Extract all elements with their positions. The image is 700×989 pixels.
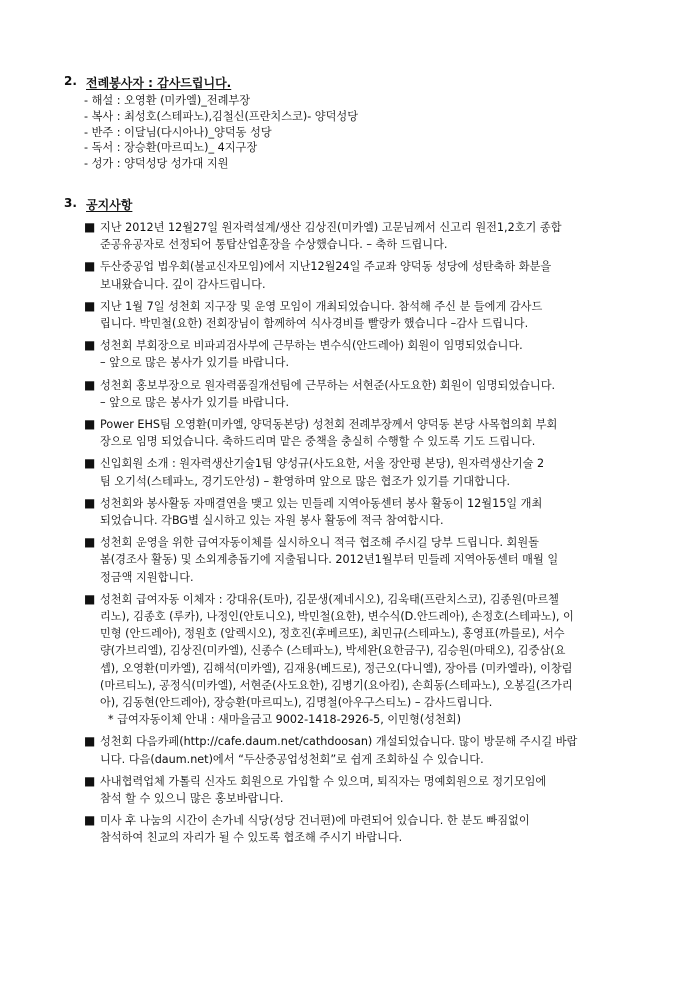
notice-item bbox=[84, 773, 660, 807]
section-notices bbox=[64, 196, 660, 847]
payroll-account-note: * 급여자동이체 안내 : 새마을금고 9002-1418-2926-5, 이민형(성천회) bbox=[108, 713, 461, 727]
section-liturgy-servers bbox=[64, 74, 660, 172]
section-title: 공지사항 bbox=[86, 197, 133, 212]
server-item: - 독서 : 장승환(마르띠노)_ 4지구장 bbox=[84, 141, 258, 155]
square-bullet-icon: ■ bbox=[84, 417, 96, 432]
notice-line: 정금액 지원합니다. bbox=[100, 570, 194, 584]
notice-line: 준공유공자로 선정되어 통탑산업훈장을 수상했습니다. – 축하 드립니다. bbox=[100, 238, 448, 252]
notice-line: 니다. 다음(daum.net)에서 “두산중공업성천회”로 쉽게 조회하실 수 있습니다. bbox=[100, 752, 484, 766]
notice-item bbox=[84, 812, 660, 846]
square-bullet-icon: ■ bbox=[84, 495, 96, 510]
notice-item bbox=[84, 298, 660, 332]
square-bullet-icon: ■ bbox=[84, 259, 96, 274]
notice-item bbox=[84, 534, 660, 586]
notice-line: 봄(경조사 활동) 및 소외계층돕기에 지출됩니다. 2012년1월부터 민들레 지역아동센터 매월 일 bbox=[100, 553, 559, 567]
square-bullet-icon: ■ bbox=[84, 338, 96, 353]
notice-line: 참석 할 수 있으니 많은 홍보바랍니다. bbox=[100, 792, 284, 806]
notice-line: 사내협력업체 가톨릭 신자도 회원으로 가입할 수 있으며, 퇴직자는 명예회원으로 정기모임에 bbox=[100, 774, 547, 788]
notice-text bbox=[100, 591, 660, 729]
notice-text bbox=[100, 455, 660, 489]
square-bullet-icon: ■ bbox=[84, 298, 96, 313]
notice-line: 참석하여 친교의 자리가 될 수 있도록 협조해 주시기 바랍니다. bbox=[100, 831, 403, 845]
notice-text bbox=[100, 377, 660, 411]
server-item: - 성가 : 양덕성당 성가대 지원 bbox=[84, 157, 229, 171]
notice-line: 민형 (안드레아), 정원호 (알렉시오), 정호진(후베르또), 최민규(스테파노), 홍영표(까를로), 서수 bbox=[100, 627, 565, 641]
section-number: 2. bbox=[64, 74, 77, 88]
notice-line: 성천회 운영을 위한 급여자동이체를 실시하오니 적극 협조해 주시길 당부 드립니다. 회원돌 bbox=[100, 536, 539, 550]
notice-line: 되었습니다. 각BG별 실시하고 있는 자원 봉사 활동에 적극 참여합시다. bbox=[100, 514, 444, 528]
notice-text bbox=[100, 298, 660, 332]
notice-line: Power EHS팀 오영환(미카엘, 양덕동본당) 성천회 전례부장께서 양덕동 본당 사목협의회 부회 bbox=[100, 418, 558, 432]
square-bullet-icon: ■ bbox=[84, 377, 96, 392]
notice-item bbox=[84, 416, 660, 450]
notice-text bbox=[100, 812, 660, 846]
notice-line: 미사 후 나눔의 시간이 손가네 식당(성당 건너편)에 마련되어 있습니다. 한 분도 빠짐없이 bbox=[100, 814, 530, 828]
notice-item bbox=[84, 495, 660, 529]
notice-text bbox=[100, 337, 660, 371]
notice-item bbox=[84, 455, 660, 489]
notice-line: 량(가브리엘), 김상진(미카엘), 신종수 (스테파노), 박세완(요한금구), 김승원(마태오), 김중삼(요 bbox=[100, 644, 566, 658]
notice-line: – 앞으로 많은 봉사가 있기를 바랍니다. bbox=[100, 356, 290, 370]
notice-item bbox=[84, 219, 660, 253]
notice-text bbox=[100, 733, 660, 767]
section-heading bbox=[64, 74, 660, 91]
notice-item bbox=[84, 591, 660, 729]
square-bullet-icon: ■ bbox=[84, 591, 96, 606]
section-number: 3. bbox=[64, 195, 77, 210]
notice-line: 신입회원 소개 : 원자력생산기술1팀 양성규(사도요한, 서울 장안평 본당), 원자력생산기술 2 bbox=[100, 457, 545, 471]
notice-line: 두산중공업 법우회(불교신자모임)에서 지난12월24일 주교좌 양덕동 성당에 성탄축하 화분을 bbox=[100, 260, 552, 274]
notice-line: 성천회 홍보부장으로 원자력품질개선팀에 근무하는 서현준(사도요한) 회원이 임명되었습니다. bbox=[100, 378, 556, 392]
notice-line: 성천회 부회장으로 비파괴검사부에 근무하는 변수식(안드레아) 회원이 임명되었습니다. bbox=[100, 339, 523, 353]
server-item: - 반주 : 이달님(다시아나)_양덕동 성당 bbox=[84, 125, 272, 139]
section-heading bbox=[64, 196, 660, 213]
square-bullet-icon: ■ bbox=[84, 813, 96, 828]
notice-text bbox=[100, 534, 660, 586]
notice-line: 아), 김동현(안드레아), 장승환(마르띠노), 김명철(아우구스티노) – 감사드립니다. bbox=[100, 696, 493, 710]
notice-text bbox=[100, 258, 660, 292]
notice-line: 보내왔습니다. 깊이 감사드립니다. bbox=[100, 277, 266, 291]
notice-line: 성천회와 봉사활동 자매결연을 맺고 있는 민들레 지역아동센터 봉사 활동이 12월15일 개최 bbox=[100, 496, 543, 510]
notice-line: – 앞으로 많은 봉사가 있기를 바랍니다. bbox=[100, 395, 290, 409]
notice-text bbox=[100, 773, 660, 807]
notice-text bbox=[100, 416, 660, 450]
notice-line: 립니다. 박민철(요한) 전회장님이 함께하여 식사경비를 빨랑카 했습니다 –감사 드립니다. bbox=[100, 317, 529, 330]
server-item: - 복사 : 최성호(스테파노),김철신(프란치스코)- 양덕성당 bbox=[84, 109, 359, 123]
notice-item bbox=[84, 733, 660, 767]
notice-line: 팀 오기석(스테파노, 경기도안성) – 환영하며 앞으로 많은 협조가 있기를 기대합니다. bbox=[100, 474, 511, 488]
notice-line: 지난 2012년 12월27일 원자력설계/생산 김상진(미카엘) 고문님께서 신고리 원전1,2호기 종합 bbox=[100, 220, 562, 234]
notice-item bbox=[84, 337, 660, 371]
notice-text bbox=[100, 495, 660, 529]
square-bullet-icon: ■ bbox=[84, 734, 96, 749]
notice-item bbox=[84, 258, 660, 292]
server-item: - 해설 : 오영환 (미카엘)_전례부장 bbox=[84, 94, 251, 107]
section-title: 전례봉사자 : 감사드립니다. bbox=[86, 76, 232, 90]
notice-line: 장으로 임명 되었습니다. 축하드리며 맡은 중책을 충실히 수행할 수 있도록 기도 드립니다. bbox=[100, 435, 536, 449]
server-list bbox=[84, 93, 660, 172]
notice-item bbox=[84, 377, 660, 411]
square-bullet-icon: ■ bbox=[84, 773, 96, 788]
notice-line: 지난 1월 7일 성천회 지구장 및 운영 모임이 개최되었습니다. 참석해 주신 분 들에게 감사드 bbox=[100, 299, 543, 313]
square-bullet-icon: ■ bbox=[84, 535, 96, 550]
notice-line: 성천회 급여자동 이체자 : 강대유(토마), 김문생(제네시오), 김욱태(프란치스코), 김종원(마르첼 bbox=[100, 592, 559, 606]
notice-line: 리노), 김종호 (루카), 나정인(안토니오), 박민철(요한), 변수식(D.안드레아), 손정호(스테파노), 이 bbox=[100, 610, 574, 624]
square-bullet-icon: ■ bbox=[84, 456, 96, 471]
notice-text bbox=[100, 219, 660, 253]
notice-line: 성천회 다음카페(http://cafe.daum.net/cathdoosan) 개설되었습니다. 많이 방문해 주시길 바랍 bbox=[100, 735, 578, 749]
notice-list bbox=[84, 219, 660, 847]
notice-line: 셉), 오영환(미카엘), 김해석(미카엘), 김재용(베드로), 정근오(다니엘), 장아름 (미카엘라), 이창림 bbox=[100, 661, 573, 675]
square-bullet-icon: ■ bbox=[84, 219, 96, 234]
notice-line: (마르티노), 공정식(미카엘), 서현준(사도요한), 김병기(요아킴), 손희동(스테파노), 오봉길(즈가리 bbox=[100, 678, 573, 692]
